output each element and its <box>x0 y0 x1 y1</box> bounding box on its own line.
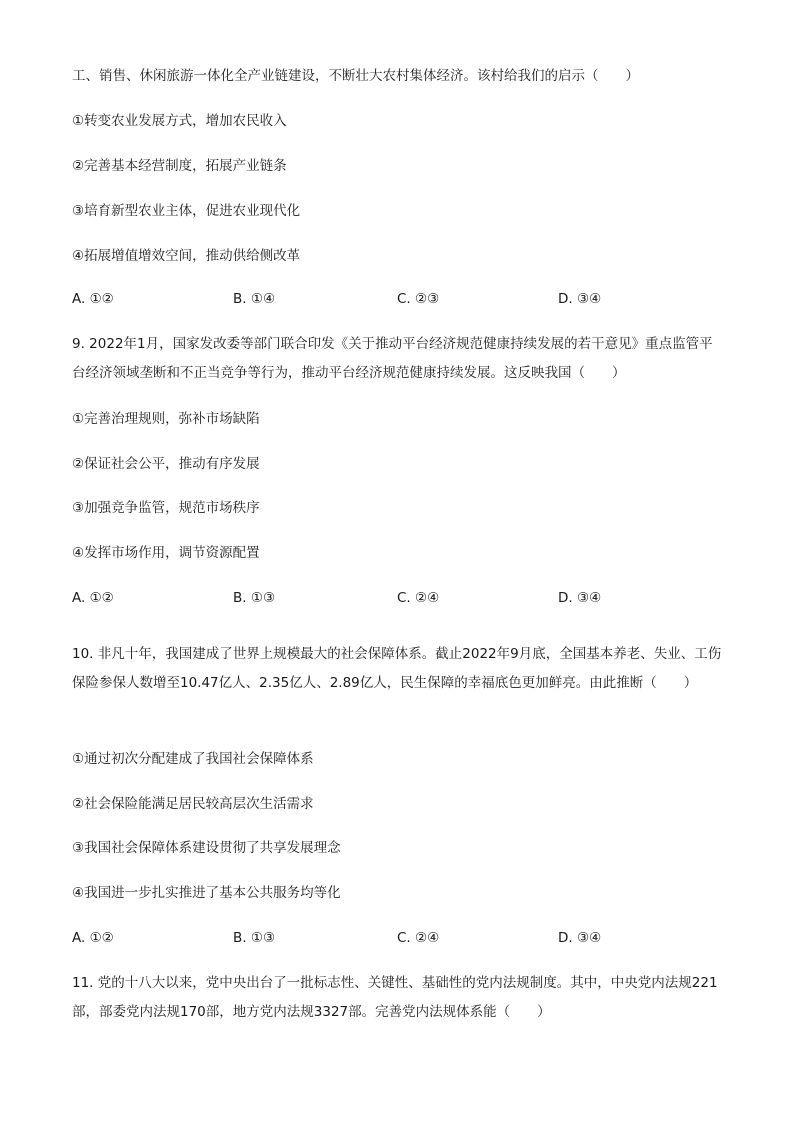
q9-statement-4: ④发挥市场作用，调节资源配置 <box>72 545 260 561</box>
q9-options <box>72 588 732 608</box>
q8-statement-3: ③培育新型农业主体，促进农业现代化 <box>72 203 301 219</box>
q9-option-b[interactable]: B. ①③ <box>233 590 276 606</box>
q9-option-c[interactable]: C. ②④ <box>397 590 440 606</box>
q10-options <box>72 928 732 948</box>
q8-option-a[interactable]: A. ①② <box>72 291 114 307</box>
q10-statement-1: ①通过初次分配建成了我国社会保障体系 <box>72 751 314 767</box>
q10-option-d[interactable]: D. ③④ <box>558 930 602 946</box>
q9-statement-2: ②保证社会公平，推动有序发展 <box>72 456 260 472</box>
q8-statement-4: ④拓展增值增效空间，推动供给侧改革 <box>72 248 301 264</box>
q8-option-b[interactable]: B. ①④ <box>233 291 276 307</box>
q8-option-c[interactable]: C. ②③ <box>397 291 440 307</box>
q11-stem: 11. 党的十八大以来，党中央出台了一批标志性、关键性、基础性的党内法规制度。其中，中央党内法规221部，部委党内法规170部，地方党内法规3327部。完善党内法规体系能（ ） <box>72 975 718 1020</box>
q9-statement-1: ①完善治理规则，弥补市场缺陷 <box>72 411 260 427</box>
q9-stem: 9. 2022年1月，国家发改委等部门联合印发《关于推动平台经济规范健康持续发展的若干意见》重点监管平台经济领域垄断和不正当竞争等行为，推动平台经济规范健康持续发展。这反映我国（ ） <box>72 336 713 381</box>
q9-option-a[interactable]: A. ①② <box>72 590 114 606</box>
q10-option-a[interactable]: A. ①② <box>72 930 114 946</box>
q8-statement-1: ①转变农业发展方式，增加农民收入 <box>72 113 287 129</box>
q10-option-c[interactable]: C. ②④ <box>397 930 440 946</box>
q10-statement-4: ④我国进一步扎实推进了基本公共服务均等化 <box>72 885 341 901</box>
q8-option-d[interactable]: D. ③④ <box>558 291 602 307</box>
q8-statement-2: ②完善基本经营制度，拓展产业链条 <box>72 158 287 174</box>
q10-statement-3: ③我国社会保障体系建设贯彻了共享发展理念 <box>72 840 341 856</box>
q10-stem: 10. 非凡十年，我国建成了世界上规模最大的社会保障体系。截止2022年9月底，全国基本养老、失业、工伤保险参保人数增至10.47亿人、2.35亿人、2.89亿人，民生保障的幸福底色更加鲜亮。由此推断（ ） <box>72 646 722 691</box>
q10-statement-2: ②社会保险能满足居民较高层次生活需求 <box>72 796 314 812</box>
q8-stem-continuation: 工、销售、休闲旅游一体化全产业链建设，不断壮大农村集体经济。该村给我们的启示（ ） <box>72 68 639 84</box>
q9-option-d[interactable]: D. ③④ <box>558 590 602 606</box>
q8-options <box>72 289 732 309</box>
q10-option-b[interactable]: B. ①③ <box>233 930 276 946</box>
q9-statement-3: ③加强竞争监管，规范市场秩序 <box>72 500 260 516</box>
